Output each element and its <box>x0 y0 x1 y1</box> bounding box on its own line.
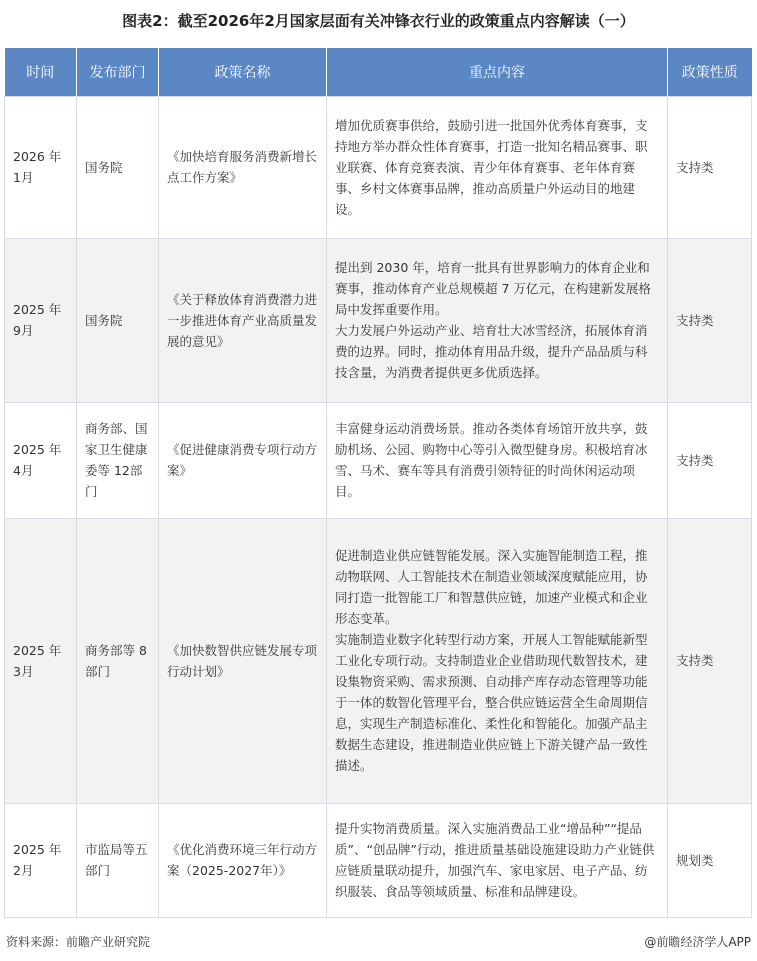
source-note: 资料来源：前瞻产业研究院 <box>6 935 151 949</box>
cell-policy-name: 《优化消费环境三年行动方案（2025-2027年）》 <box>159 803 327 917</box>
cell-content <box>327 238 668 402</box>
table-row <box>5 803 752 917</box>
cell-time: 2025 年 9月 <box>5 238 77 402</box>
content-paragraph: 促进制造业供应链智能发展。深入实施智能制造工程，推动物联网、人工智能技术在制造业领域深度赋能应用，协同打造一批智能工厂和智慧供应链，加速产业模式和企业形态变革。 <box>335 548 648 626</box>
cell-content <box>327 96 668 238</box>
cell-policy-name: 《加快培育服务消费新增长点工作方案》 <box>159 96 327 238</box>
header-dept: 发布部门 <box>77 48 159 96</box>
credit-note: @前瞻经济学人APP <box>644 935 751 949</box>
cell-policy-name: 《加快数智供应链发展专项行动计划》 <box>159 518 327 803</box>
table-header-row <box>5 48 752 96</box>
cell-type: 支持类 <box>668 96 752 238</box>
cell-dept: 商务部、国家卫生健康委等 12部门 <box>77 402 159 518</box>
header-name: 政策名称 <box>159 48 327 96</box>
cell-time: 2025 年 3月 <box>5 518 77 803</box>
table-row <box>5 96 752 238</box>
content-paragraph: 大力发展户外运动产业、培育壮大冰雪经济，拓展体育消费的边界。同时，推动体育用品升级，提升产品品质与科技含量，为消费者提供更多优质选择。 <box>335 323 648 380</box>
cell-type: 支持类 <box>668 238 752 402</box>
header-content: 重点内容 <box>327 48 668 96</box>
header-time: 时间 <box>5 48 77 96</box>
cell-policy-name: 《关于释放体育消费潜力进一步推进体育产业高质量发展的意见》 <box>159 238 327 402</box>
cell-content <box>327 402 668 518</box>
content-paragraph: 提出到 2030 年，培育一批具有世界影响力的体育企业和赛事，推动体育产业总规模超 7 万亿元，在构建新发展格局中发挥重要作用。 <box>335 260 651 317</box>
header-type: 政策性质 <box>668 48 752 96</box>
cell-time: 2026 年 1月 <box>5 96 77 238</box>
cell-type: 支持类 <box>668 402 752 518</box>
table-row <box>5 238 752 402</box>
cell-type: 支持类 <box>668 518 752 803</box>
cell-dept: 国务院 <box>77 96 159 238</box>
content-paragraph: 丰富健身运动消费场景。推动各类体育场馆开放共享，鼓励机场、公园、购物中心等引入微型健身房。积极培育冰雪、马术、赛车等具有消费引领特征的时尚休闲运动项目。 <box>335 421 648 499</box>
content-paragraph: 实施制造业数字化转型行动方案，开展人工智能赋能新型工业化专项行动。支持制造业企业借助现代数智技术，建设集物资采购、需求预测、自动排产库存动态管理等功能于一体的数智化管理平台，整合供应链运营全生命周期信息，实现生产制造标准化、柔性化和智能化。加强产品主数据生态建设，推进制造业供应链上下游关键产品一致性描述。 <box>335 632 648 773</box>
cell-dept: 市监局等五部门 <box>77 803 159 917</box>
cell-content <box>327 803 668 917</box>
cell-dept: 国务院 <box>77 238 159 402</box>
content-paragraph: 提升实物消费质量。深入实施消费品工业“增品种”“提品质”、“创品牌”行动，推进质量基础设施建设助力产业链供应链质量联动提升，加强汽车、家电家居、电子产品、纺织服装、食品等领域质量、标准和品牌建设。 <box>335 821 655 899</box>
cell-policy-name: 《促进健康消费专项行动方案》 <box>159 402 327 518</box>
chart-title: 图表2：截至2026年2月国家层面有关冲锋衣行业的政策重点内容解读（一） <box>122 12 635 30</box>
table-row <box>5 518 752 803</box>
cell-time: 2025 年 2月 <box>5 803 77 917</box>
content-paragraph: 增加优质赛事供给，鼓励引进一批国外优秀体育赛事，支持地方举办群众性体育赛事，打造一批知名精品赛事、职业联赛、体育竞赛表演、青少年体育赛事、老年体育赛事、乡村文体赛事品牌，推动高质量户外运动目的地建设。 <box>335 117 648 217</box>
cell-dept: 商务部等 8部门 <box>77 518 159 803</box>
policy-table <box>4 48 752 918</box>
cell-time: 2025 年 4月 <box>5 402 77 518</box>
table-row <box>5 402 752 518</box>
cell-content <box>327 518 668 803</box>
cell-type: 规划类 <box>668 803 752 917</box>
